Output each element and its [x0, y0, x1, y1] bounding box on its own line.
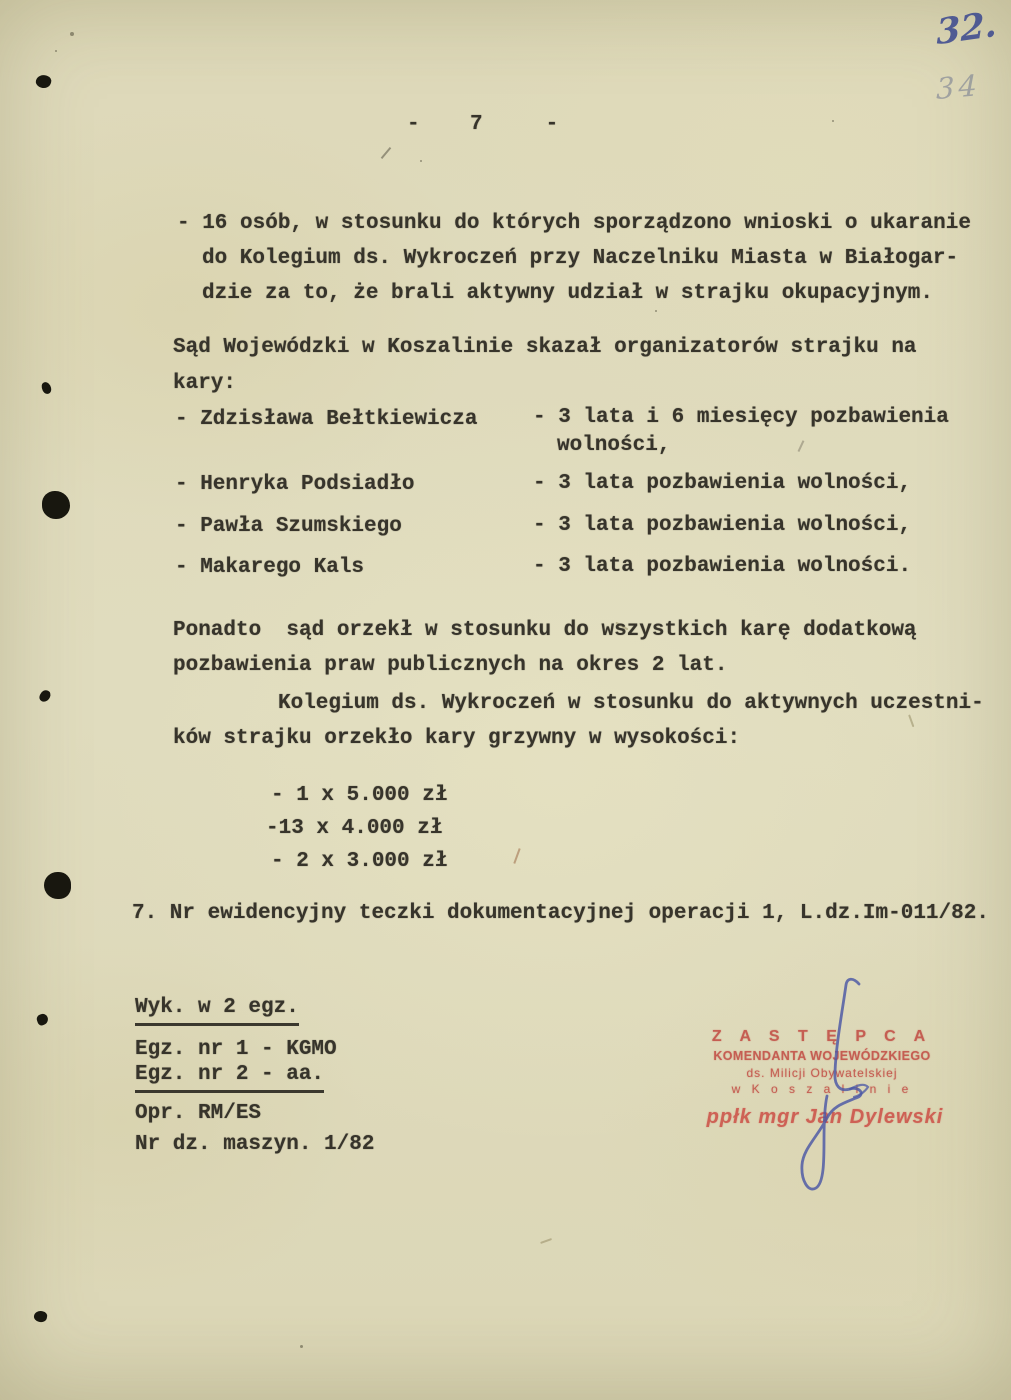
stamp-role-line1: Z A S T Ę P C A: [711, 1028, 933, 1045]
sentence-name-1: - Zdzisława Bełtkiewicza: [175, 408, 478, 431]
stamp-role-line2: KOMENDANTA WOJEWÓDZKIEGO: [713, 1049, 931, 1063]
ink-blot: [33, 1310, 48, 1323]
stamp-role-line4: w K o s z a l i n i e: [731, 1082, 913, 1096]
paper-speck: [70, 32, 74, 36]
footer-copy2: Egz. nr 2 - aa.: [135, 1062, 324, 1093]
stamp-role-line3: ds. Milicji Obywatelskiej: [746, 1066, 898, 1080]
page-number: - 7 -: [407, 113, 559, 136]
ink-blot: [42, 491, 70, 519]
sentence-penalty-3: - 3 lata pozbawienia wolności,: [533, 514, 912, 537]
handwritten-page-number-pencil: 34: [936, 67, 981, 107]
additional-penalty-line2: pozbawienia praw publicznych na okres 2 lat.: [173, 654, 728, 677]
footer-prepared-by: Opr. RM/ES: [135, 1102, 262, 1125]
sentence-penalty-4: - 3 lata pozbawienia wolności.: [533, 555, 912, 578]
additional-penalty-line1: Ponadto sąd orzekł w stosunku do wszystkich karę dodatkową: [173, 619, 917, 642]
handwritten-signature: [780, 975, 900, 1205]
handwritten-page-number-ink: 32.: [935, 3, 998, 54]
sentence-penalty-2: - 3 lata pozbawienia wolności,: [533, 472, 912, 495]
ink-blot: [44, 872, 71, 899]
sentence-name-2: - Henryka Podsiadło: [175, 473, 415, 496]
sentence-penalty-1b: wolności,: [557, 434, 671, 457]
stray-slash: [798, 440, 804, 452]
paper-speck: [420, 160, 422, 162]
paper-speck: [832, 120, 834, 122]
footer-typescript-number: Nr dz. maszyn. 1/82: [135, 1133, 375, 1156]
paper-fiber: [540, 1238, 552, 1244]
footer-copy1: Egz. nr 1 - KGMO: [135, 1038, 337, 1061]
ink-blot: [35, 1012, 49, 1026]
registry-number-line: 7. Nr ewidencyjny teczki dokumentacyjnej operacji 1, L.dz.Im-011/82.: [132, 902, 989, 925]
pencil-tick: [381, 147, 392, 159]
fine-item-3: - 2 x 3.000 zł: [271, 850, 448, 873]
paper-speck: [55, 50, 57, 52]
court-intro-line2: kary:: [173, 372, 237, 395]
ink-blot: [41, 381, 52, 395]
stray-slash: [513, 848, 520, 864]
sentence-name-3: - Pawła Szumskiego: [175, 515, 402, 538]
sentence-penalty-1a: - 3 lata i 6 miesięcy pozbawienia: [533, 406, 949, 429]
paragraph-item16-line1: - 16 osób, w stosunku do których sporządzono wnioski o ukaranie: [177, 212, 971, 235]
ink-blot: [34, 73, 52, 90]
kolegium-line1: Kolegium ds. Wykroczeń w stosunku do aktywnych uczestni-: [278, 692, 984, 715]
fine-item-2: -13 x 4.000 zł: [266, 817, 443, 840]
court-intro-line1: Sąd Wojewódzki w Koszalinie skazał organizatorów strajku na: [173, 336, 917, 359]
paragraph-item16-line2: do Kolegium ds. Wykroczeń przy Naczelniku Miasta w Białogar-: [202, 247, 959, 270]
footer-copies-note: Wyk. w 2 egz.: [135, 995, 299, 1026]
paper-speck: [655, 310, 657, 312]
paper-speck: [300, 1345, 303, 1348]
stamp-signer-name: ppłk mgr Jan Dylewski: [706, 1106, 944, 1128]
sentence-name-4: - Makarego Kals: [175, 556, 365, 579]
fine-item-1: - 1 x 5.000 zł: [271, 784, 448, 807]
paragraph-item16-line3: dzie za to, że brali aktywny udział w strajku okupacyjnym.: [202, 282, 933, 305]
kolegium-line2: ków strajku orzekło kary grzywny w wysokości:: [173, 727, 741, 750]
ink-blot: [38, 688, 52, 703]
